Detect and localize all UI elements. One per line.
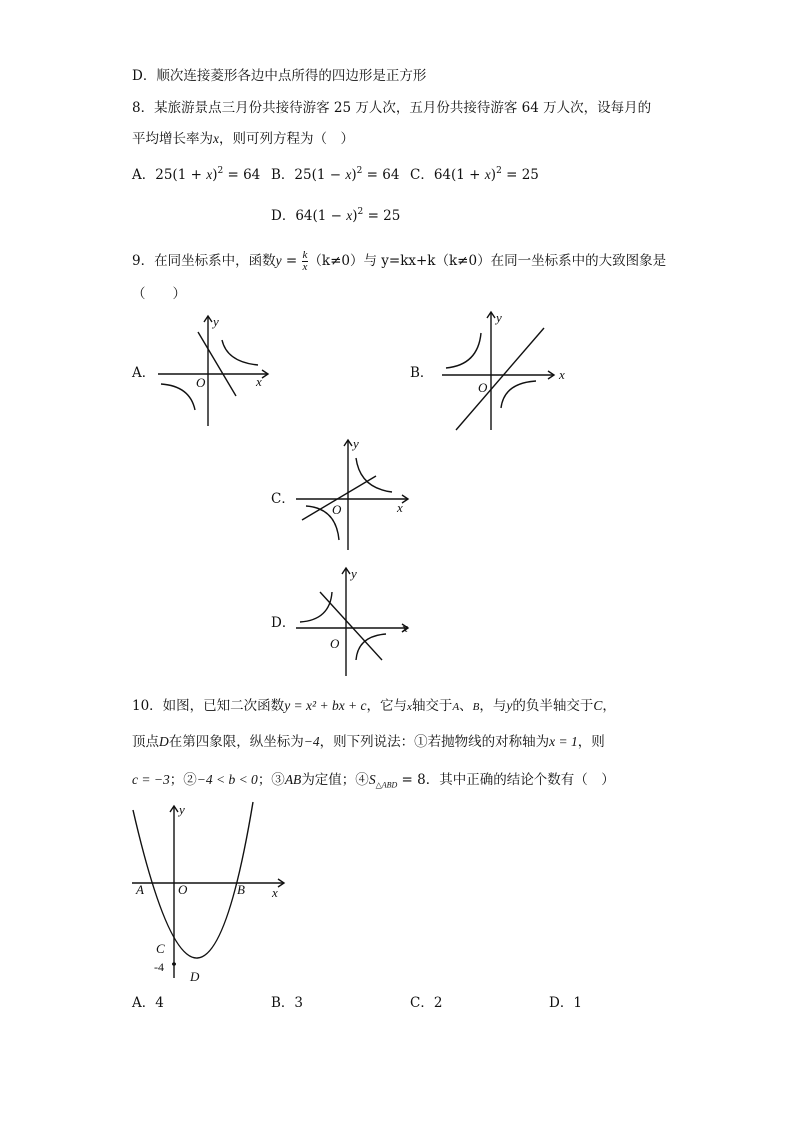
y-label: y <box>179 802 185 817</box>
q10-parabola-figure <box>128 800 298 990</box>
q10-option-b[interactable]: B．3 <box>271 995 304 1011</box>
point-d-label: D <box>190 969 200 984</box>
q10-stem-line3: c = −3；②−4 < b < 0；③AB为定值；$④S_{\triangle ABD} = 8$．其中正确的结论个数有（ ） <box>132 772 615 790</box>
q10-stem-line2: 顶点D在第四象限，纵坐标为−4，则下列说法：①若抛物线的对称轴为x = 1，则 <box>132 734 605 750</box>
y-label: y <box>213 314 219 329</box>
q9-graph-d <box>290 564 420 680</box>
x-label: x <box>397 500 403 515</box>
tick-point <box>172 962 176 966</box>
origin-label: O <box>178 882 188 897</box>
q8-stem-line1: 8．某旅游景点三月份共接待游客 25 万人次，五月份共接待游客 64 万人次，设每月的 <box>132 100 652 116</box>
point-c-label: C <box>156 941 165 956</box>
hyperbola-branch-q1 <box>222 340 258 365</box>
origin-label: O <box>330 636 340 651</box>
q10-option-c[interactable]: C．2 <box>410 995 443 1011</box>
q8-option-a[interactable]: A．$25(1 + x)^2 = 64$ <box>132 166 261 183</box>
q9-option-c-label[interactable]: C． <box>271 491 295 507</box>
q8-stem-line2: 平均增长率为x，则可列方程为（ ） <box>132 131 354 147</box>
hyperbola-branch-q3 <box>161 384 195 410</box>
q10-stem-line1: 10．如图，已知二次函数y = x² + bx + c，它与x轴交于A、B，与y的负半轴交于C， <box>132 698 616 714</box>
point-b-label: B <box>237 882 245 897</box>
q9-graph-c <box>290 436 420 552</box>
point-a-label: A <box>136 882 144 897</box>
q9-stem-line1: 9．在同坐标系中，函数y = $\frac{k}{x}$ （k≠0）与 y=kx+k（k≠0）在同一坐标系中的大致图象是 <box>132 249 667 273</box>
q9-graph-a <box>150 312 280 430</box>
origin-label: O <box>196 375 206 390</box>
q9-option-a-label[interactable]: A． <box>132 365 156 381</box>
hyperbola-branch-q4 <box>501 381 536 408</box>
hyperbola-branch-q2 <box>446 333 481 368</box>
q7-option-d: D．顺次连接菱形各边中点所得的四边形是正方形 <box>132 68 427 84</box>
origin-label: O <box>332 502 342 517</box>
y-tick-label: -4 <box>154 960 164 974</box>
q9-option-b-label[interactable]: B． <box>410 365 434 381</box>
q8-option-c[interactable]: C．$64(1 + x)^2 = 25$ <box>410 166 539 183</box>
parabola <box>133 802 253 958</box>
x-label: x <box>402 620 408 635</box>
x-label: x <box>272 885 278 900</box>
q9-fraction: $\frac{k}{x}$ <box>302 249 308 273</box>
hyperbola-branch-q2 <box>300 592 332 622</box>
hyperbola-branch-q1 <box>356 458 392 492</box>
q9-stem-line2: （ ） <box>132 286 186 302</box>
q10-option-d[interactable]: D．1 <box>549 995 582 1011</box>
q10-option-a[interactable]: A．4 <box>132 995 164 1011</box>
q9-graph-b <box>436 308 576 436</box>
origin-label: O <box>478 380 488 395</box>
y-label: y <box>353 436 359 451</box>
x-label: x <box>256 374 262 389</box>
q8-option-d[interactable]: D．$64(1 - x)^2 = 25$ <box>271 207 401 224</box>
line-graph <box>456 328 544 430</box>
y-label: y <box>496 310 502 325</box>
x-label: x <box>559 367 565 382</box>
y-label: y <box>351 566 357 581</box>
q8-option-b[interactable]: B．$25(1 - x)^2 = 64$ <box>271 166 400 183</box>
q9-option-d-label[interactable]: D． <box>271 615 296 631</box>
